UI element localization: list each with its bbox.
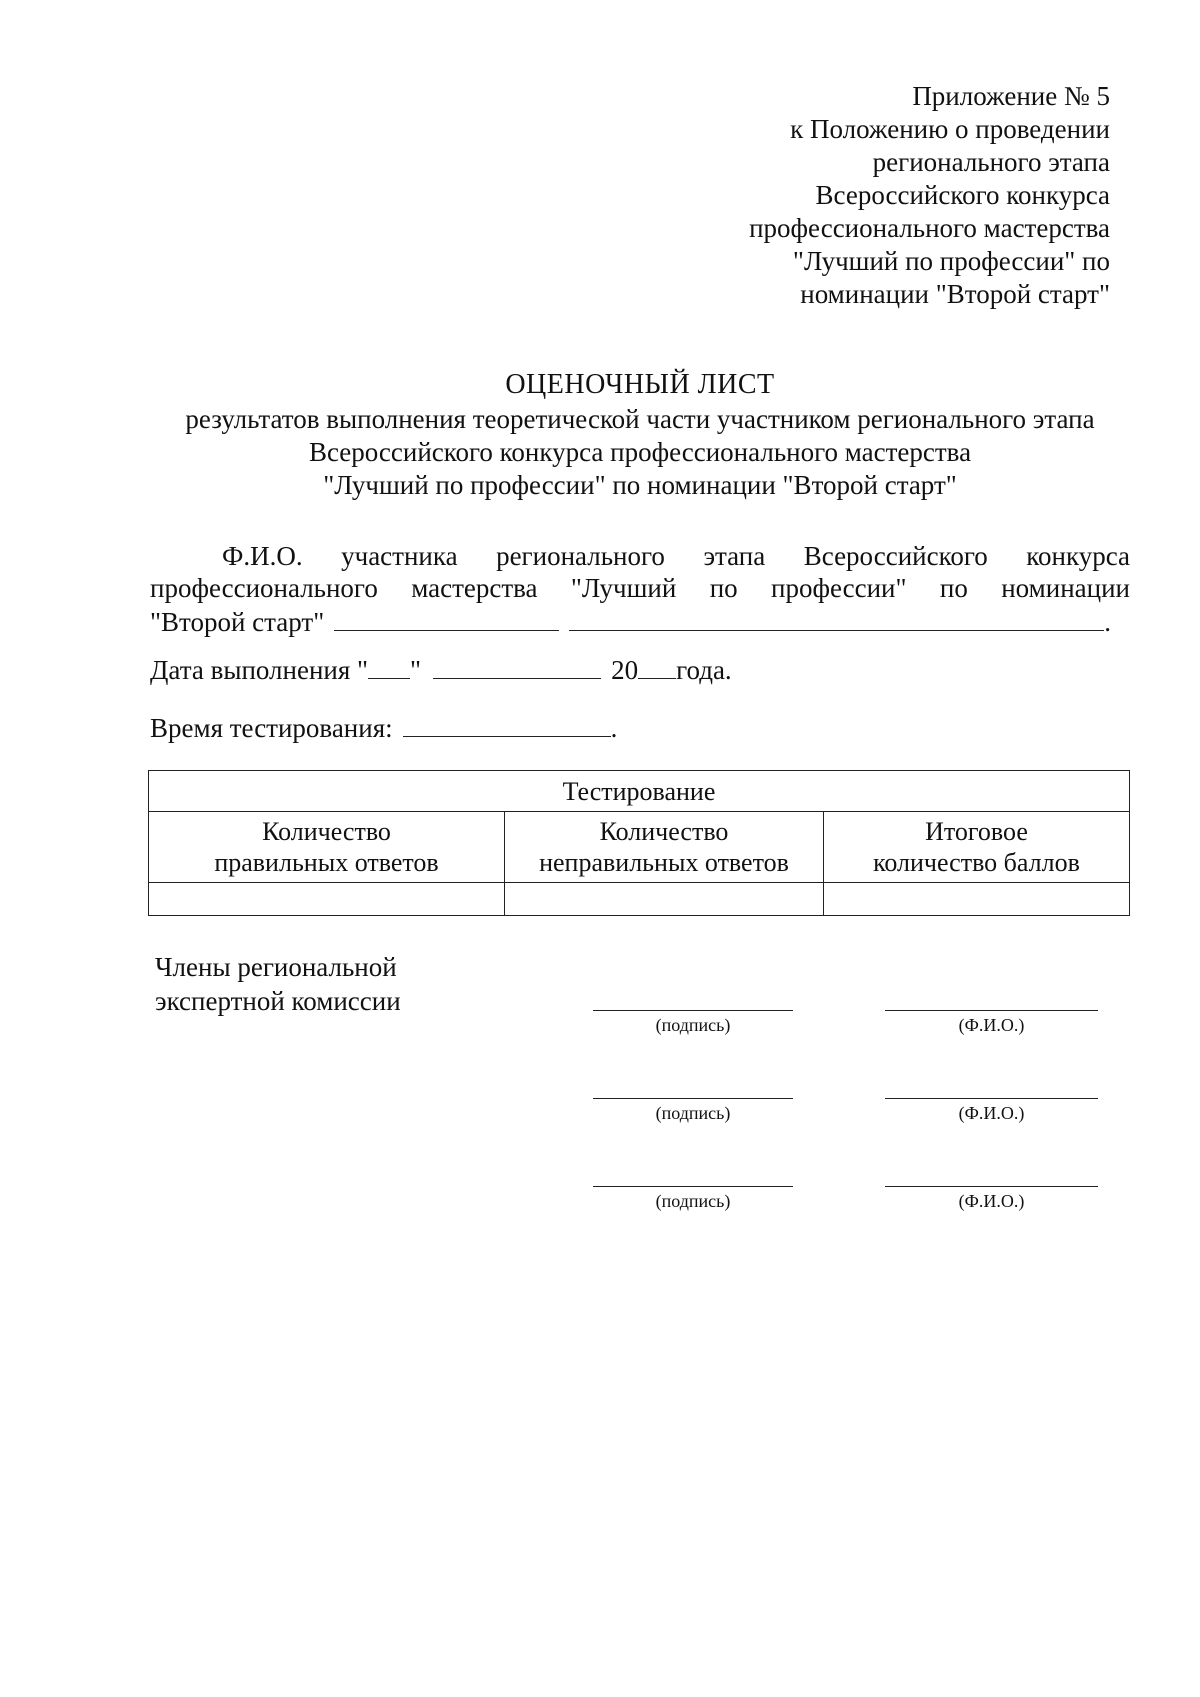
date-year-blank[interactable] (638, 652, 676, 679)
time-suffix: . (610, 713, 618, 743)
name-blank[interactable] (885, 1186, 1098, 1187)
table-row (149, 883, 1130, 916)
testing-time-line (150, 710, 617, 744)
signature-row-2 (0, 1098, 1200, 1138)
testing-results-table (148, 770, 1130, 916)
correct-answers-cell[interactable] (149, 883, 505, 916)
participant-fio-block (150, 540, 1130, 638)
table-columns-row (149, 812, 1130, 883)
fio-word: по (709, 573, 738, 603)
column-correct-answers (149, 812, 505, 883)
fio-word: участника (341, 541, 458, 571)
table-header: Тестирование (149, 771, 1130, 812)
commission-label (155, 950, 401, 1018)
table-header-row (149, 771, 1130, 812)
column-label: правильных ответов (214, 848, 439, 877)
time-label: Время тестирования: (150, 713, 393, 743)
signature-blank[interactable] (593, 1098, 793, 1099)
fio-word: профессии" (771, 573, 907, 603)
fio-line-3 (150, 604, 1130, 638)
signature-caption: (подпись) (655, 1015, 731, 1035)
appendix-line: Всероссийского конкурса (815, 180, 1110, 210)
fio-line-1 (150, 540, 1130, 572)
fio-name-blank[interactable] (569, 604, 1104, 631)
signature-blank[interactable] (593, 1010, 793, 1011)
fio-word: профессионального (150, 573, 378, 603)
title-line: Всероссийского конкурса профессионального мастерства (308, 437, 972, 467)
signature-blank[interactable] (593, 1186, 793, 1187)
date-month-blank[interactable] (433, 652, 601, 679)
name-caption: (Ф.И.О.) (958, 1103, 1025, 1123)
appendix-line: номинации "Второй старт" (800, 279, 1110, 309)
fio-word: конкурса (1026, 541, 1130, 571)
column-label: Итоговое (925, 817, 1028, 846)
signature-row-3 (0, 1186, 1200, 1226)
signature-row-1 (0, 1010, 1200, 1050)
column-label: Количество (599, 817, 729, 846)
date-label: Дата выполнения " (150, 655, 369, 685)
fio-nomination: "Второй старт" (150, 607, 325, 637)
fio-line-2 (150, 572, 1130, 604)
fio-word: регионального (496, 541, 665, 571)
fio-surname-blank[interactable] (334, 604, 559, 631)
fio-word: мастерства (411, 573, 538, 603)
title-line: результатов выполнения теоретической части участником регионального этапа (185, 404, 1095, 434)
appendix-line: "Лучший по профессии" по (792, 246, 1110, 276)
column-label: количество баллов (873, 848, 1080, 877)
name-blank[interactable] (885, 1098, 1098, 1099)
fio-word: номинации (1001, 573, 1130, 603)
total-score-cell[interactable] (824, 883, 1130, 916)
column-label: Количество (262, 817, 391, 846)
time-blank[interactable] (403, 710, 611, 737)
appendix-line: регионального этапа (872, 147, 1110, 177)
fio-end-period: . (1104, 607, 1111, 637)
completion-date-line (150, 652, 732, 686)
fio-word: Всероссийского (803, 541, 988, 571)
document-title (140, 368, 1140, 502)
fio-word: Ф.И.О. (222, 541, 303, 571)
name-caption: (Ф.И.О.) (958, 1015, 1025, 1035)
column-total-score (824, 812, 1130, 883)
title-line: "Лучший по профессии" по номинации "Второй старт" (323, 470, 957, 500)
commission-line: Члены региональной (155, 952, 397, 982)
date-year-prefix: 20 (611, 655, 639, 685)
fio-word: этапа (703, 541, 766, 571)
appendix-header (590, 80, 1110, 311)
appendix-line: Приложение № 5 (912, 81, 1110, 111)
fio-word: "Лучший (570, 573, 677, 603)
commission-line: экспертной комиссии (155, 986, 401, 1016)
date-suffix: года. (676, 655, 732, 685)
signature-caption: (подпись) (655, 1191, 731, 1211)
appendix-line: профессионального мастерства (749, 213, 1110, 243)
name-blank[interactable] (885, 1010, 1098, 1011)
appendix-line: к Положению о проведении (790, 114, 1110, 144)
name-caption: (Ф.И.О.) (958, 1191, 1025, 1211)
title-main: ОЦЕНОЧНЫЙ ЛИСТ (505, 369, 775, 400)
fio-word: по (939, 573, 968, 603)
signature-caption: (подпись) (655, 1103, 731, 1123)
wrong-answers-cell[interactable] (505, 883, 824, 916)
date-quote-close: " (410, 655, 422, 685)
column-label: неправильных ответов (539, 848, 789, 877)
column-wrong-answers (505, 812, 824, 883)
date-day-blank[interactable] (368, 652, 410, 679)
